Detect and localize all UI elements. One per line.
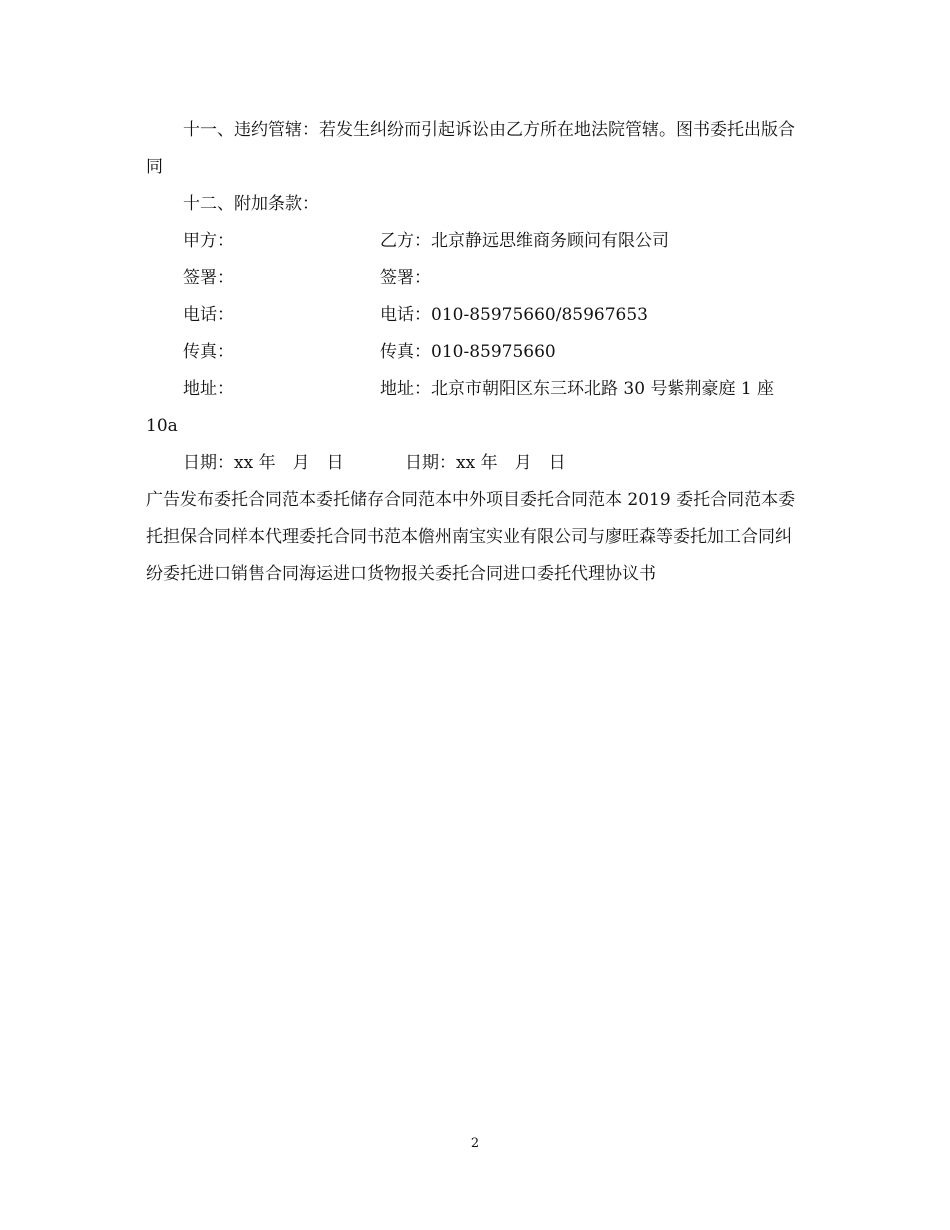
signature-row-sign <box>146 260 806 297</box>
party-b-name: 乙方：北京静远思维商务顾问有限公司 <box>380 231 669 251</box>
party-a-address: 地址： <box>183 379 234 399</box>
signature-row-date <box>146 445 806 482</box>
party-a-date: 日期：xx 年 月 日 <box>183 453 344 473</box>
document-body <box>146 112 806 593</box>
party-b-date: 日期：xx 年 月 日 <box>405 453 566 473</box>
signature-row-address <box>146 371 806 408</box>
party-b-sign: 签署： <box>380 268 431 288</box>
signature-row-phone <box>146 297 806 334</box>
clause-11: 十一、违约管辖：若发生纠纷而引起诉讼由乙方所在地法院管辖。图书委托出版合同 <box>146 120 795 177</box>
party-a-sign: 签署： <box>183 268 234 288</box>
party-a-phone: 电话： <box>183 305 234 325</box>
page-number: 2 <box>470 1136 480 1151</box>
party-b-address: 地址：北京市朝阳区东三环北路 30 号紫荆豪庭 1 座 <box>380 379 775 399</box>
party-b-address-tail: 10a <box>146 416 178 436</box>
party-b-phone: 电话：010-85975660/85967653 <box>380 305 648 325</box>
related-contracts-text: 广告发布委托合同范本委托储存合同范本中外项目委托合同范本 2019 委托合同范本委托担保合同样本代理委托合同书范本儋州南宝实业有限公司与廖旺森等委托加工合同纠纷委托进口销售合同海运进口货物报关委托合同进口委托代理协议书 <box>146 490 796 584</box>
clause-12: 十二、附加条款： <box>183 194 319 214</box>
party-a-label: 甲方： <box>183 231 234 251</box>
party-b-fax: 传真：010-85975660 <box>380 342 556 362</box>
signature-row-fax <box>146 334 806 371</box>
party-a-fax: 传真： <box>183 342 234 362</box>
signature-row-party <box>146 223 806 260</box>
